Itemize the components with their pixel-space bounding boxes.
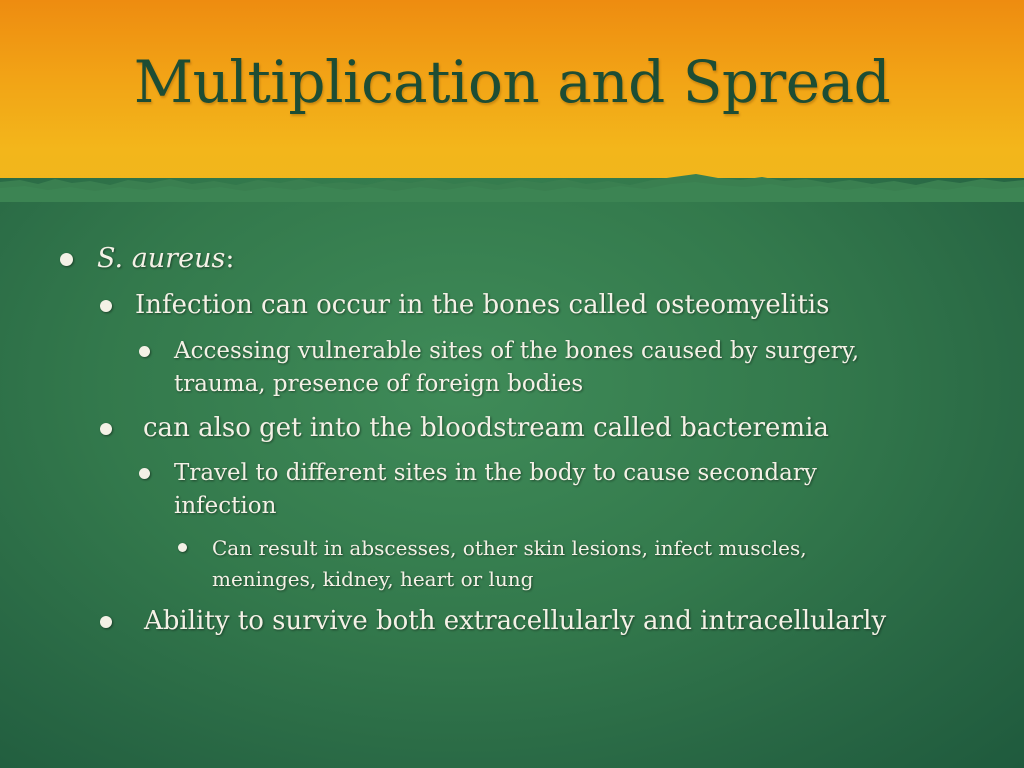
bullet-text: Can result in abscesses, other skin lesions, infect muscles, meninges, kidney, heart or lung bbox=[212, 536, 807, 591]
bullet-dot-icon bbox=[100, 423, 112, 435]
bullet-dot-icon bbox=[100, 616, 112, 628]
bullet-dot-icon bbox=[139, 468, 150, 479]
slide-title: Multiplication and Spread bbox=[133, 48, 891, 116]
bullet-item-s-aureus bbox=[60, 242, 234, 276]
bullet-text: Ability to survive both extracellularly and intracellularly bbox=[144, 606, 887, 636]
bullet-text: Travel to different sites in the body to cause secondary infection bbox=[174, 460, 817, 519]
organism-name: S. aureus bbox=[97, 243, 226, 274]
bullet-item-bacteremia bbox=[100, 412, 963, 445]
bullet-dot-icon bbox=[100, 300, 112, 312]
colon: : bbox=[225, 243, 235, 274]
bullet-dot-icon bbox=[139, 346, 150, 357]
bullet-item-vulnerable-sites bbox=[139, 335, 924, 401]
bullet-item-abscesses bbox=[178, 533, 902, 595]
bullet-text: Infection can occur in the bones called osteomyelitis bbox=[135, 290, 830, 320]
bullet-item-osteomyelitis bbox=[100, 289, 975, 322]
bullet-text bbox=[97, 242, 234, 276]
bullet-text: Accessing vulnerable sites of the bones caused by surgery, trauma, presence of foreign bodies bbox=[174, 338, 860, 397]
bullet-text: can also get into the bloodstream called bacteremia bbox=[143, 413, 829, 443]
bullet-dot-icon bbox=[60, 253, 73, 266]
bullet-item-survival bbox=[100, 605, 1024, 638]
bullet-dot-icon bbox=[178, 543, 187, 552]
bullet-item-secondary-infection bbox=[139, 457, 874, 523]
